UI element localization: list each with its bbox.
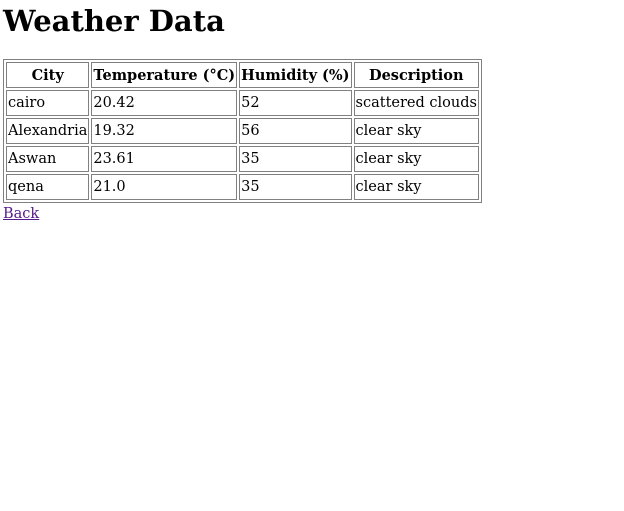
table-row: [6, 90, 479, 116]
cell-city: Aswan: [6, 146, 89, 172]
cell-temperature: 19.32: [91, 118, 237, 144]
header-city: City: [6, 62, 89, 88]
table-row: [6, 118, 479, 144]
cell-temperature: 20.42: [91, 90, 237, 116]
cell-city: qena: [6, 174, 89, 200]
cell-city: Alexandria: [6, 118, 89, 144]
cell-description: clear sky: [354, 146, 479, 172]
page-title: Weather Data: [3, 4, 225, 38]
cell-temperature: 23.61: [91, 146, 237, 172]
header-temperature: Temperature (°C): [91, 62, 237, 88]
back-link[interactable]: Back: [3, 206, 40, 222]
header-humidity: Humidity (%): [239, 62, 351, 88]
weather-table: [3, 59, 482, 203]
cell-temperature: 21.0: [91, 174, 237, 200]
table-row: [6, 146, 479, 172]
cell-description: scattered clouds: [354, 90, 479, 116]
header-description: Description: [354, 62, 479, 88]
cell-humidity: 56: [239, 118, 351, 144]
table-row: [6, 174, 479, 200]
cell-humidity: 35: [239, 146, 351, 172]
cell-humidity: 52: [239, 90, 351, 116]
cell-description: clear sky: [354, 118, 479, 144]
cell-city: cairo: [6, 90, 89, 116]
table-header-row: [6, 62, 479, 88]
cell-humidity: 35: [239, 174, 351, 200]
cell-description: clear sky: [354, 174, 479, 200]
